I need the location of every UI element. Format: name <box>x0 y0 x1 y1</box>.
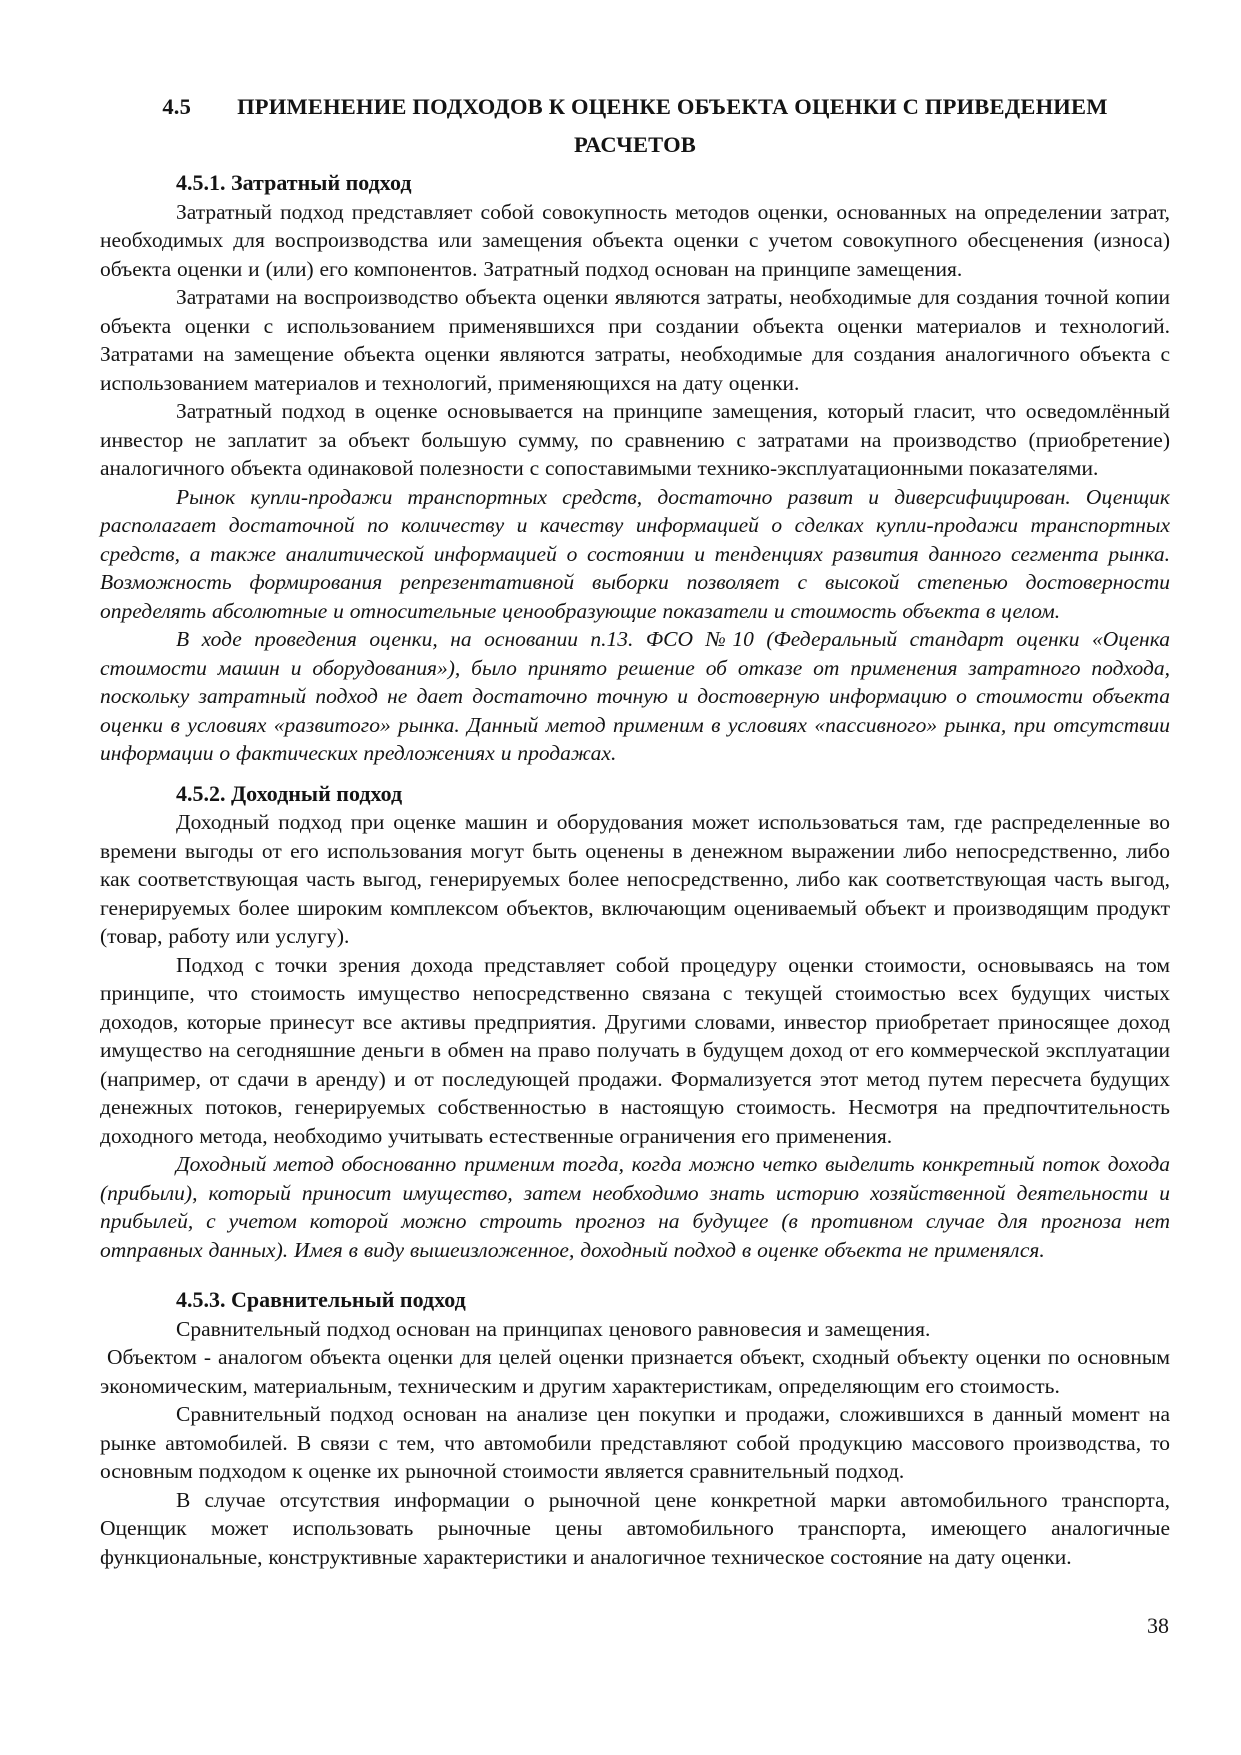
subsection-heading-451: 4.5.1. Затратный подход <box>176 170 412 195</box>
paragraph: Затратный подход в оценке основывается на принципе замещения, который гласит, что осведомлённый инвестор не заплатит за объект большую сумму, по сравнению с затратами на производство (приобретение) аналогичного объекта одинаковой полезности с сопоставимыми технико-эксплуатационными показателями. <box>100 399 1170 480</box>
paragraph: Сравнительный подход основан на анализе цен покупки и продажи, сложившихся в данный момент на рынке автомобилей. В связи с тем, что автомобили представляют собой продукцию массового производства, то основным подходом к оценке их рыночной стоимости является сравнительный подход. <box>100 1402 1170 1483</box>
paragraph-italic: Доходный метод обоснованно применим тогда, когда можно четко выделить конкретный поток дохода (прибыли), который приносит имущество, затем необходимо знать историю хозяйственной деятельности и прибылей, с учетом которой можно строить прогноз на будущее (в противном случае для прогноза нет отправных данных). Имея в виду вышеизложенное, доходный подход в оценке объекта не применялся. <box>100 1152 1170 1262</box>
page-content <box>100 88 1170 1571</box>
section-title-text: ПРИМЕНЕНИЕ ПОДХОДОВ К ОЦЕНКЕ ОБЪЕКТА ОЦЕНКИ С ПРИВЕДЕНИЕМ <box>237 94 1108 119</box>
page-number: 38 <box>1147 1613 1169 1638</box>
paragraph-italic: В ходе проведения оценки, на основании п.13. ФСО №10 (Федеральный стандарт оценки «Оценка стоимости машин и оборудования»), было принято решение об отказе от применения затратного подхода, поскольку затратный подход не дает достаточно точную и достоверную информацию о стоимости объекта оценки в условиях «развитого» рынка. Данный метод применим в условиях «пассивного» рынка, при отсутствии информации о фактических предложениях и продажах. <box>100 627 1170 765</box>
paragraph: Подход с точки зрения дохода представляет собой процедуру оценки стоимости, основываясь на том принципе, что стоимость имущество непосредственно связана с текущей стоимостью всех будущих чистых доходов, которые принесут все активы предприятия. Другими словами, инвестор приобретает приносящее доход имущество на сегодняшние деньги в обмен на право получать в будущем доход от его коммерческой эксплуатации (например, от сдачи в аренду) и от последующей продажи. Формализуется этот метод путем пересчета будущих денежных потоков, генерируемых собственностью в настоящую стоимость. Несмотря на предпочтительность доходного метода, необходимо учитывать естественные ограничения его применения. <box>100 952 1170 1148</box>
section-title-line2: РАСЧЕТОВ <box>573 132 697 157</box>
paragraph: В случае отсутствия информации о рыночной цене конкретной марки автомобильного транспорта, Оценщик может использовать рыночные цены автомобильного транспорта, имеющего аналогичные функциональные, конструктивные характеристики и аналогичное техническое состояние на дату оценки. <box>100 1487 1170 1569</box>
subsection-heading-452: 4.5.2. Доходный подход <box>176 780 403 806</box>
paragraph: Сравнительный подход основан на принципах ценового равновесия и замещения. <box>176 1316 931 1341</box>
paragraph: Доходный подход при оценке машин и оборудования может использоваться там, где распределенные во времени выгоды от его использования могут быть оценены в денежном выражении либо непосредственно, либо как соответствующая часть выгод, генерируемых более непосредственно, либо как соответствующая часть выгод, генерируемых более широким комплексом объектов, включающим оцениваемый объект и производящим продукт (товар, работу или услугу). <box>100 810 1170 948</box>
paragraph: Затратный подход представляет собой совокупность методов оценки, основанных на определении затрат, необходимых для воспроизводства или замещения объекта оценки с учетом совокупного обесценения (износа) объекта оценки и (или) его компонентов. Затратный подход основан на принципе замещения. <box>100 199 1170 281</box>
section-number: 4.5 <box>162 94 192 119</box>
paragraph: Затратами на воспроизводство объекта оценки являются затраты, необходимые для создания точной копии объекта оценки с использованием применявшихся при создании объекта оценки материалов и технологий. Затратами на замещение объекта оценки являются затраты, необходимые для создания аналогичного объекта с использованием материалов и технологий, применяющихся на дату оценки. <box>100 285 1170 395</box>
paragraph: Объектом - аналогом объекта оценки для целей оценки признается объект, сходный объекту оценки по основным экономическим, материальным, техническим и другим характеристикам, определяющим его стоимость. <box>100 1345 1170 1398</box>
section-title <box>100 88 1170 164</box>
paragraph-italic: Рынок купли-продажи транспортных средств, достаточно развит и диверсифицирован. Оценщик располагает достаточной по количеству и качеству информацией о сделках купли-продажи транспортных средств, а также аналитической информацией о состоянии и тенденциях развития данного сегмента рынка. Возможность формирования репрезентативной выборки позволяет с высокой степенью достоверности определять абсолютные и относительные ценообразующие показатели и стоимость объекта в целом. <box>100 484 1170 623</box>
subsection-heading-453: 4.5.3. Сравнительный подход <box>176 1287 466 1312</box>
section-title-line1 <box>100 88 1170 126</box>
